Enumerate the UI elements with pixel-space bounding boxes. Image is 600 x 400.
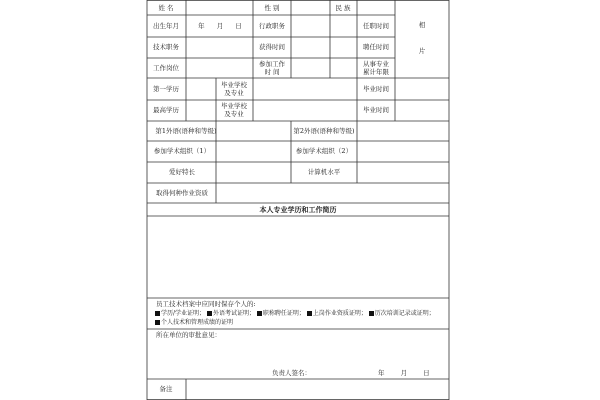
- academic-org-1-field[interactable]: [217, 142, 290, 161]
- work-post-label: 工作岗位: [153, 64, 179, 72]
- appointment-time-label: 任职时间: [363, 22, 389, 30]
- signature-label: 负责人签名：: [272, 369, 311, 377]
- checkbox-square-icon: [155, 311, 160, 316]
- archive-item: 学历/学业证明；: [161, 310, 206, 317]
- ethnicity-label: 民 族: [335, 4, 351, 12]
- academic-org-1-label: 参加学术组织（1）: [153, 147, 211, 155]
- checkbox-square-icon: [257, 311, 262, 316]
- gender-field[interactable]: [292, 1, 329, 14]
- gender-label: 性 别: [264, 4, 280, 12]
- academic-org-2-label: 参加学术组织（2）: [295, 147, 353, 155]
- checkbox-square-icon: [207, 311, 212, 316]
- checkbox-square-icon: [307, 311, 312, 316]
- photo-label: 相 片: [418, 21, 426, 55]
- remarks-label: 备注: [159, 385, 173, 393]
- archive-note: 员工技术档案中应同时保存个人的:: [156, 300, 256, 308]
- certificates-field[interactable]: [217, 184, 448, 202]
- academic-org-2-field[interactable]: [358, 142, 448, 161]
- resume-textarea[interactable]: [148, 217, 448, 297]
- work-post-field[interactable]: [187, 59, 252, 77]
- computer-level-label: 计算机水平: [307, 168, 341, 176]
- grad-time-2-field[interactable]: [396, 101, 448, 120]
- name-label: 姓 名: [158, 4, 174, 12]
- grad-school-major-1-label: 毕业学校 及专业: [221, 81, 247, 97]
- foreign-lang-2-field[interactable]: [358, 122, 448, 140]
- archive-item: 外语考试证明；: [212, 310, 255, 317]
- foreign-lang-1-field[interactable]: [217, 122, 290, 140]
- photo-box[interactable]: [396, 1, 448, 77]
- name-field[interactable]: [187, 1, 252, 14]
- checkbox-square-icon: [155, 320, 160, 325]
- obtain-time-field[interactable]: [292, 38, 329, 57]
- grad-time-1-label: 毕业时间: [363, 85, 389, 93]
- computer-level-field[interactable]: [358, 163, 448, 182]
- dept-opinion-field[interactable]: [148, 341, 448, 367]
- birth-value[interactable]: 年 月 日: [198, 22, 242, 30]
- archive-item: 上岗作业资质证明；: [312, 310, 367, 317]
- grad-school-major-2-field[interactable]: [254, 101, 356, 120]
- years-in-field-label: 从事专业 累计年限: [363, 60, 389, 76]
- foreign-lang-2-label: 第2外语(语种和等级): [293, 127, 355, 135]
- tech-post-field[interactable]: [187, 38, 252, 57]
- hire-time-label: 聘任时间: [363, 43, 389, 51]
- grad-school-major-2-label: 毕业学校 及专业: [221, 102, 247, 118]
- remarks-field[interactable]: [187, 380, 448, 399]
- highest-degree-label: 最高学历: [153, 106, 179, 114]
- first-degree-field[interactable]: [187, 79, 215, 99]
- checkbox-square-icon: [369, 311, 374, 316]
- obtain-time-label: 获得时间: [259, 43, 285, 51]
- archive-items-row2: [155, 319, 233, 327]
- join-work-time-field[interactable]: [292, 59, 329, 77]
- resume-heading: 本人专业学历和工作简历: [259, 206, 337, 214]
- archive-item: 历次培训记录或证明；: [374, 310, 435, 317]
- join-work-time-label: 参加工作 时 间: [259, 60, 285, 76]
- archive-item: 个人技术和管理成绩的证明: [161, 319, 234, 326]
- ethnicity-field[interactable]: [358, 1, 394, 14]
- archive-items-row1: [155, 310, 435, 318]
- foreign-lang-1-label: 第1外语(语种和等级): [155, 127, 217, 135]
- grad-time-1-field[interactable]: [396, 79, 448, 99]
- hobbies-label: 爱好特长: [169, 168, 195, 176]
- dept-opinion-label: 所在单位的审批意见：: [156, 331, 221, 339]
- signature-date[interactable]: 年 月 日: [378, 369, 430, 377]
- certificates-label: 取得何种作业资质: [156, 189, 208, 197]
- admin-post-field[interactable]: [292, 16, 329, 36]
- birth-label: 出生年月: [153, 22, 179, 30]
- archive-item: 职称聘任证明；: [262, 310, 305, 317]
- grad-time-2-label: 毕业时间: [363, 106, 389, 114]
- tech-post-label: 技术职务: [153, 43, 179, 51]
- hobbies-field[interactable]: [217, 163, 290, 182]
- admin-post-label: 行政职务: [259, 22, 285, 30]
- first-degree-label: 第一学历: [153, 85, 179, 93]
- grad-school-major-1-field[interactable]: [254, 79, 356, 99]
- highest-degree-field[interactable]: [187, 101, 215, 120]
